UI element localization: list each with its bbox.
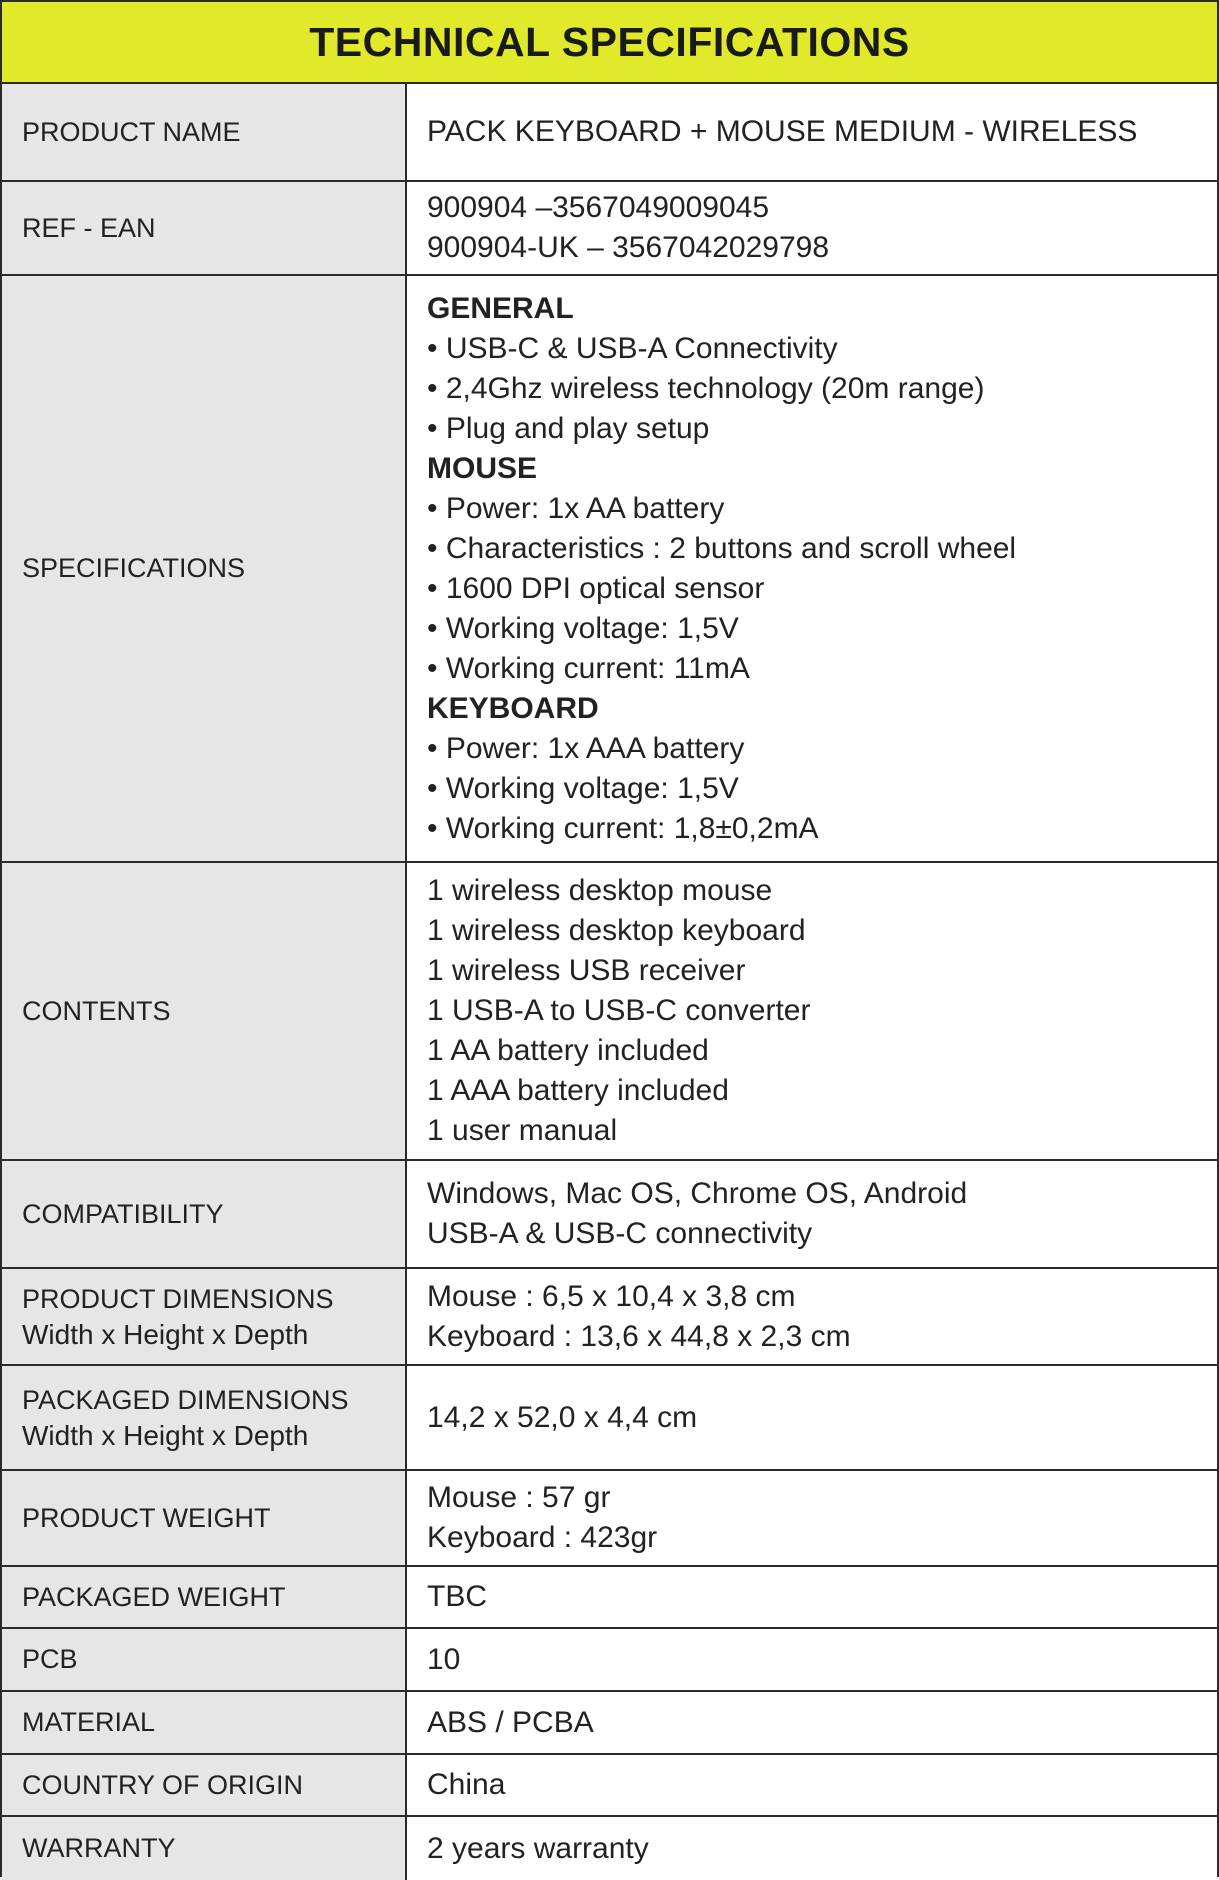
label-subtext: Width x Height x Depth	[22, 1318, 309, 1350]
spec-item: • Power: 1x AA battery	[427, 491, 725, 525]
label-specifications	[2, 276, 407, 863]
compatibility-line: USB-A & USB-C connectivity	[427, 1217, 813, 1250]
contents-item: 1 AA battery included	[427, 1034, 709, 1067]
ean-line: 900904-UK – 3567042029798	[427, 231, 830, 264]
ean-line: 900904 –3567049009045	[427, 191, 770, 224]
value-text: TBC	[427, 1580, 487, 1613]
label-text: WARRANTY	[22, 1833, 176, 1863]
spec-heading-keyboard: KEYBOARD	[427, 691, 599, 725]
label-packaged-weight	[2, 1567, 407, 1629]
label-pcb	[2, 1629, 407, 1692]
compatibility-line: Windows, Mac OS, Chrome OS, Android	[427, 1177, 968, 1210]
value-ref-ean	[407, 182, 1217, 276]
label-material	[2, 1692, 407, 1755]
spec-table	[2, 84, 1217, 1875]
label-text: PRODUCT NAME	[22, 116, 241, 147]
spec-heading-mouse: MOUSE	[427, 451, 538, 485]
value-contents	[407, 863, 1217, 1161]
label-contents	[2, 863, 407, 1161]
label-product-name	[2, 84, 407, 182]
value-product-dimensions	[407, 1269, 1217, 1366]
label-text: MATERIAL	[22, 1707, 156, 1737]
label-text: PRODUCT WEIGHT	[22, 1502, 271, 1533]
value-text: PACK KEYBOARD + MOUSE MEDIUM - WIRELESS	[427, 115, 1138, 148]
dimension-line: Keyboard : 13,6 x 44,8 x 2,3 cm	[427, 1319, 851, 1353]
label-compatibility	[2, 1161, 407, 1269]
contents-item: 1 wireless USB receiver	[427, 954, 746, 987]
value-specifications	[407, 276, 1217, 863]
label-warranty	[2, 1817, 407, 1880]
label-text: COMPATIBILITY	[22, 1198, 224, 1229]
value-compatibility	[407, 1161, 1217, 1269]
value-text: 10	[427, 1642, 461, 1676]
spec-item: • Characteristics : 2 buttons and scroll wheel	[427, 531, 1017, 565]
value-pcb	[407, 1629, 1217, 1692]
spec-item: • USB-C & USB-A Connectivity	[427, 331, 838, 365]
label-text: PCB	[22, 1644, 78, 1674]
contents-item: 1 user manual	[427, 1114, 618, 1147]
label-product-dimensions	[2, 1269, 407, 1366]
spec-item: • Working voltage: 1,5V	[427, 611, 739, 645]
value-product-weight	[407, 1471, 1217, 1567]
label-text: PACKAGED DIMENSIONS	[22, 1384, 349, 1415]
value-country-of-origin	[407, 1755, 1217, 1817]
spec-item: • Power: 1x AAA battery	[427, 731, 745, 765]
label-text: PACKAGED WEIGHT	[22, 1581, 286, 1612]
label-ref-ean	[2, 182, 407, 276]
label-subtext: Width x Height x Depth	[22, 1419, 309, 1451]
value-text: ABS / PCBA	[427, 1705, 594, 1739]
contents-item: 1 wireless desktop mouse	[427, 874, 773, 907]
spec-item: • Working current: 11mA	[427, 651, 750, 685]
value-text: China	[427, 1768, 506, 1801]
contents-item: 1 wireless desktop keyboard	[427, 914, 806, 947]
value-material	[407, 1692, 1217, 1755]
label-product-weight	[2, 1471, 407, 1567]
value-warranty	[407, 1817, 1217, 1880]
dimension-line: Mouse : 6,5 x 10,4 x 3,8 cm	[427, 1279, 796, 1313]
spec-item: • 1600 DPI optical sensor	[427, 571, 765, 605]
value-packaged-dimensions	[407, 1366, 1217, 1471]
label-packaged-dimensions	[2, 1366, 407, 1471]
label-text: PRODUCT DIMENSIONS	[22, 1283, 334, 1314]
spec-sheet-title: TECHNICAL SPECIFICATIONS	[2, 2, 1217, 84]
spec-item: • Plug and play setup	[427, 411, 710, 445]
contents-item: 1 USB-A to USB-C converter	[427, 994, 811, 1027]
label-text: SPECIFICATIONS	[22, 553, 246, 583]
label-text: COUNTRY OF ORIGIN	[22, 1769, 304, 1800]
spec-item: • 2,4Ghz wireless technology (20m range)	[427, 371, 985, 405]
spec-heading-general: GENERAL	[427, 291, 574, 325]
spec-item: • Working current: 1,8±0,2mA	[427, 811, 819, 845]
value-packaged-weight	[407, 1567, 1217, 1629]
weight-line: Mouse : 57 gr	[427, 1481, 611, 1514]
value-text: 2 years warranty	[427, 1831, 649, 1865]
label-country-of-origin	[2, 1755, 407, 1817]
label-text: CONTENTS	[22, 995, 171, 1026]
weight-line: Keyboard : 423gr	[427, 1521, 658, 1554]
spec-item: • Working voltage: 1,5V	[427, 771, 739, 805]
value-text: 14,2 x 52,0 x 4,4 cm	[427, 1400, 698, 1434]
contents-item: 1 AAA battery included	[427, 1074, 729, 1107]
label-text: REF - EAN	[22, 212, 156, 243]
value-product-name	[407, 84, 1217, 182]
